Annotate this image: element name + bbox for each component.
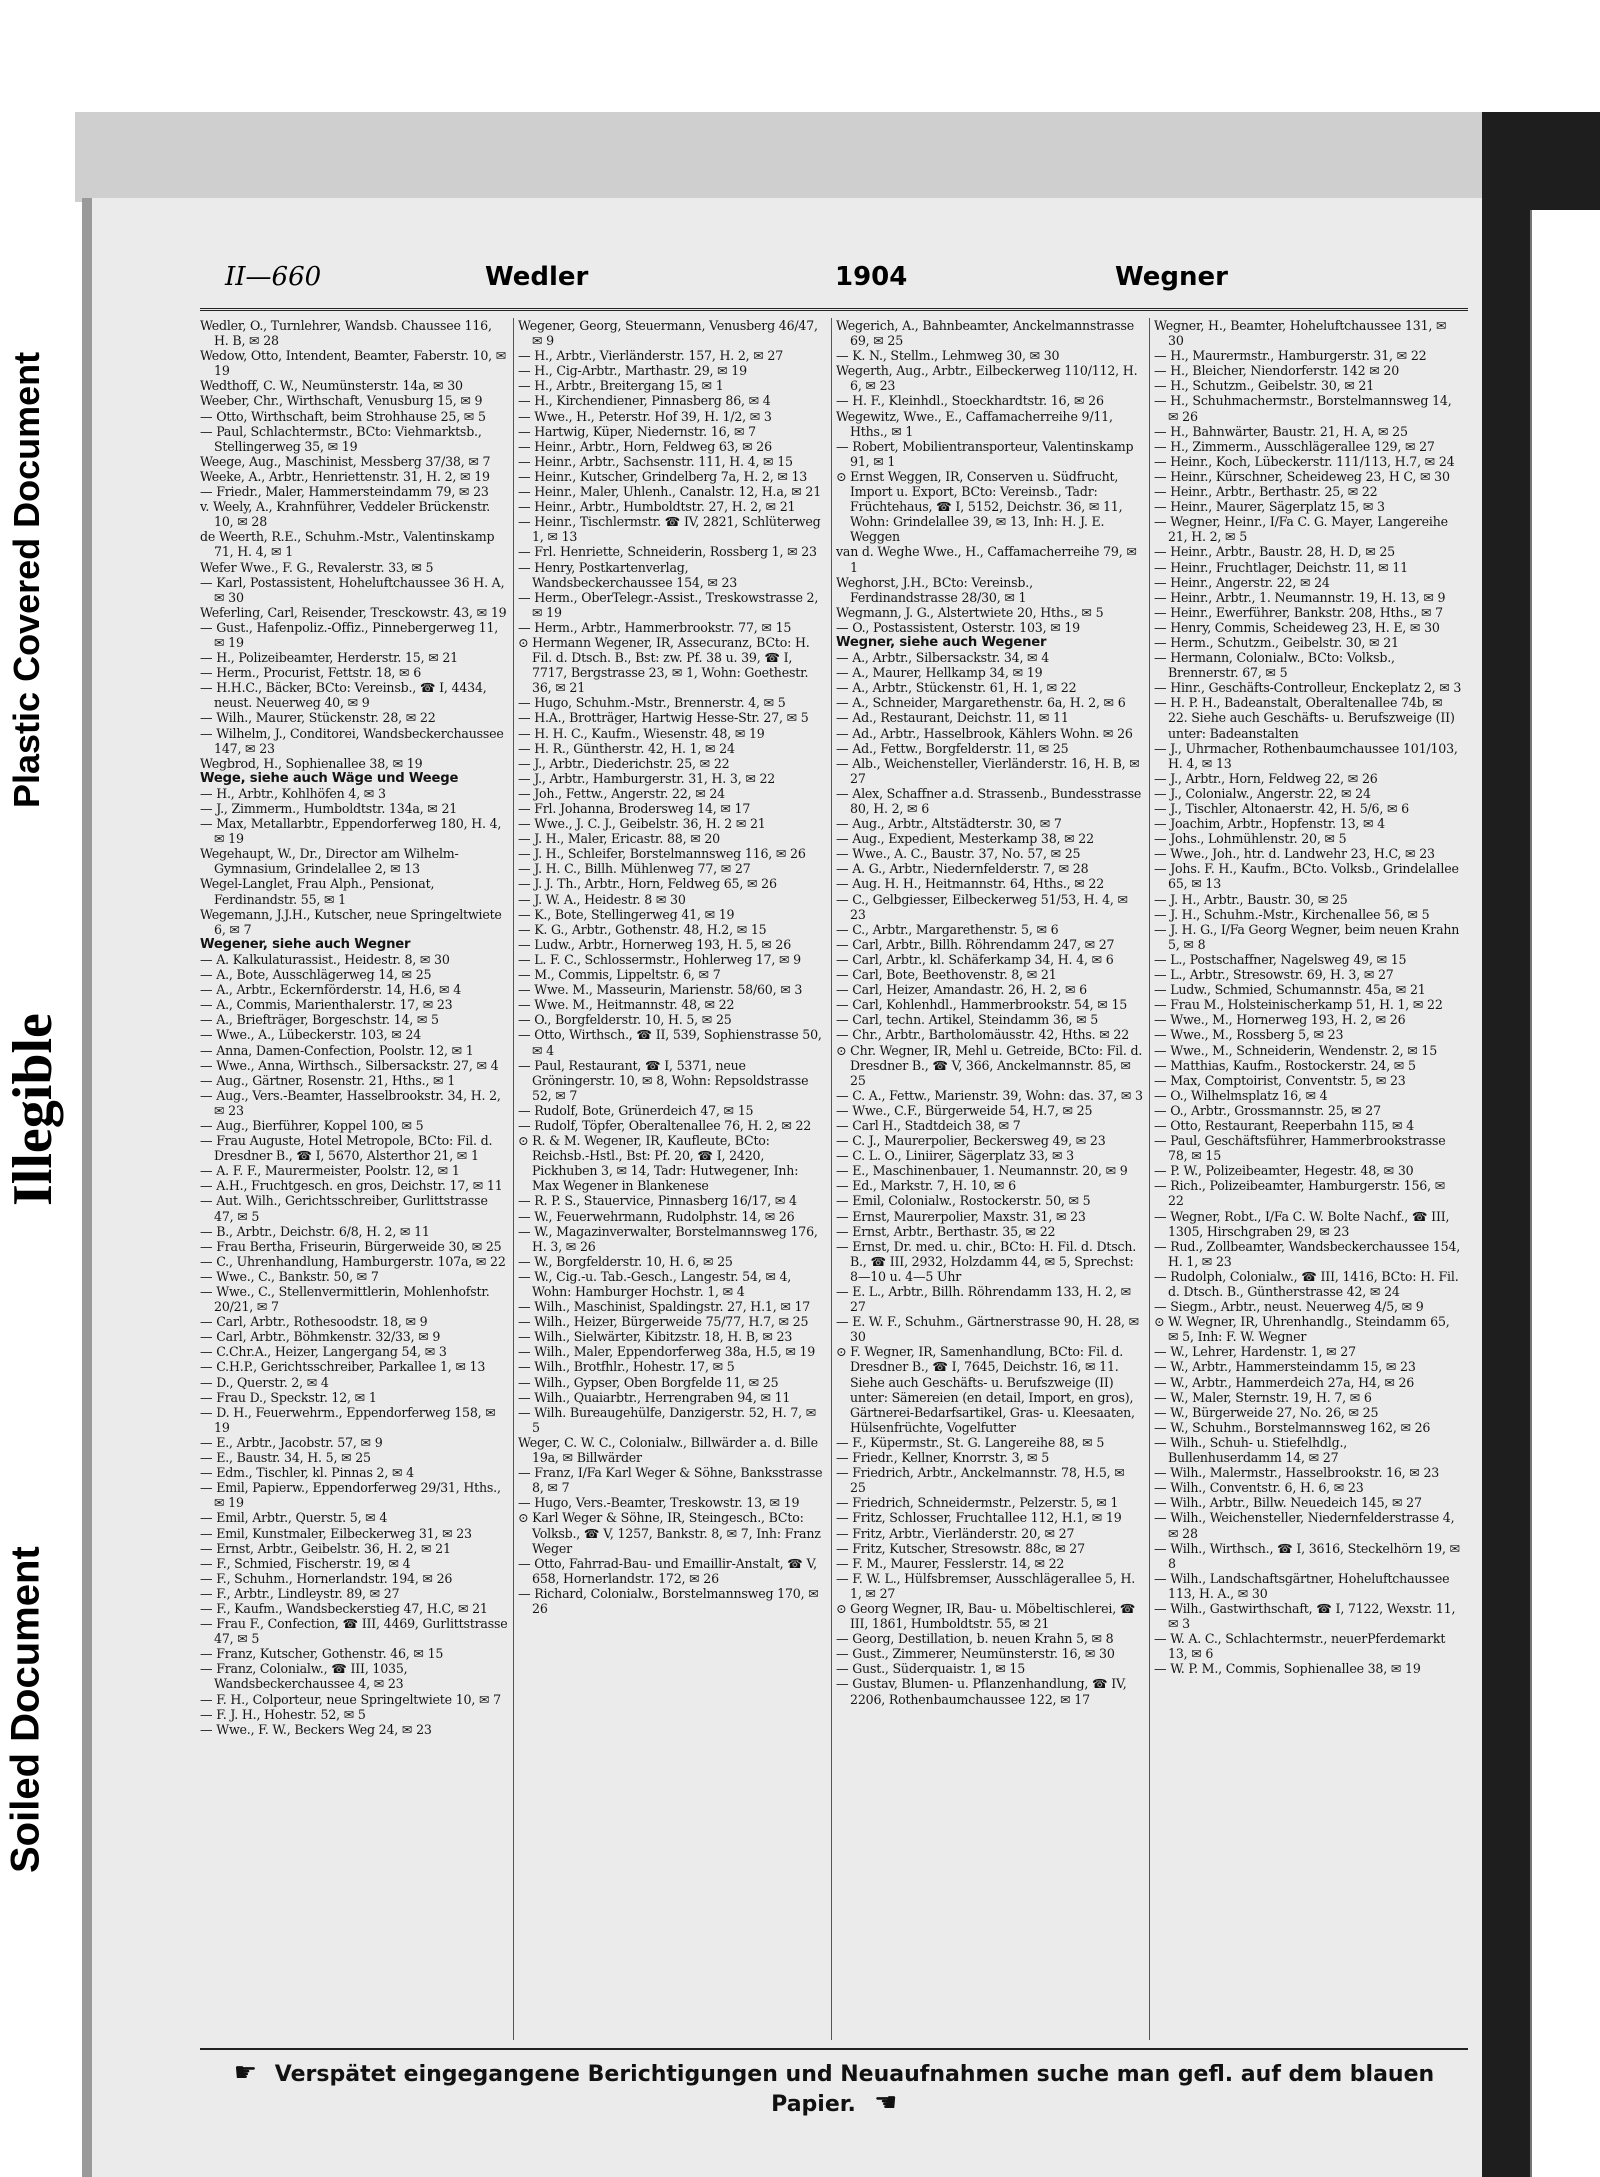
directory-entry: — Frau M., Holsteinischerkamp 51, H. 1, ✉ 22 (1154, 997, 1443, 1013)
directory-entry: Wegewitz, Wwe., E., Caffamacherreihe 9/11, Hths., ✉ 1 (836, 408, 1113, 439)
directory-entry: — Otto, Restaurant, Reeperbahn 115, ✉ 4 (1154, 1117, 1414, 1133)
directory-entry: — C.H.P., Gerichtsschreiber, Parkallee 1, ✉ 13 (200, 1359, 486, 1375)
directory-entry: — H.H.C., Bäcker, BCto: Vereinsb., ☎ I, 4434, neust. Neuerweg 40, ✉ 9 (200, 680, 487, 711)
directory-entry: — O., Postassistent, Osterstr. 103, ✉ 19 (836, 619, 1080, 635)
directory-entry: — Rich., Polizeibeamter, Hamburgerstr. 156, ✉ 22 (1154, 1178, 1446, 1209)
directory-entry: — Max, Comptoirist, Conventstr. 5, ✉ 23 (1154, 1072, 1406, 1088)
directory-entry: — L., Postschaffner, Nagelsweg 49, ✉ 15 (1154, 951, 1407, 967)
directory-entry: — K. N., Stellm., Lehmweg 30, ✉ 30 (836, 348, 1060, 364)
directory-entry: — Wwe., A., Lübeckerstr. 103, ✉ 24 (200, 1027, 422, 1043)
directory-entry: — Henry, Postkartenverlag, Wandsbeckerchaussee 154, ✉ 23 (518, 559, 738, 590)
directory-entry: — Johs., Lohmühlenstr. 20, ✉ 5 (1154, 831, 1347, 847)
directory-entry: — Wilh., Gastwirthschaft, ☎ I, 7122, Wexstr. 11, ✉ 3 (1154, 1600, 1456, 1632)
directory-entry: — Wwe. M., Masseurin, Marienstr. 58/60, ✉ 3 (518, 982, 803, 998)
directory-entry: — H., Bleicher, Niendorferstr. 142 ✉ 20 (1154, 363, 1400, 379)
directory-entry: — R. P. S., Stauervice, Pinnasberg 16/17, ✉ 4 (518, 1193, 797, 1209)
directory-entry: — J. W. A., Heidestr. 8 ✉ 30 (518, 891, 686, 907)
directory-entry: — E., Baustr. 34, H. 5, ✉ 25 (200, 1450, 371, 1466)
directory-entry: — J., Zimmerm., Humboldtstr. 134a, ✉ 21 (200, 801, 458, 816)
directory-entry: — H., Arbtr., Breitergang 15, ✉ 1 (518, 378, 724, 394)
directory-entry: — Wwe., Anna, Wirthsch., Silbersackstr. 27, ✉ 4 (200, 1057, 499, 1073)
directory-entry: — Heinr., Koch, Lübeckerstr. 111/113, H.7, ✉ 24 (1154, 453, 1455, 469)
directory-entry: — J., Arbtr., Horn, Feldweg 22, ✉ 26 (1154, 770, 1378, 786)
directory-entry: — Aug. H. H., Heitmannstr. 64, Hths., ✉ 22 (836, 876, 1105, 892)
directory-entry: — Paul, Schlachtermstr., BCto: Viehmarktsb., Stellingerweg 35, ✉ 19 (200, 423, 482, 454)
directory-entry: — Ad., Restaurant, Deichstr. 11, ✉ 11 (836, 710, 1069, 726)
soiled-document-stamp: Soiled Document (2, 1440, 50, 1980)
directory-entry: — W. A. C., Schlachtermstr., neuerPferdemarkt 13, ✉ 6 (1154, 1631, 1446, 1662)
column-2 (518, 318, 826, 2040)
footer-text: Verspätet eingegangene Berichtigungen und Neuaufnahmen suche man gefl. auf dem blauen Papier. (274, 2062, 1435, 2117)
directory-entry: — Friedr., Kellner, Knorrstr. 3, ✉ 5 (836, 1450, 1050, 1466)
directory-entry: — A. Kalkulaturassist., Heidestr. 8, ✉ 30 (200, 951, 450, 967)
directory-entry: Wedthoff, C. W., Neumünsterstr. 14a, ✉ 30 (200, 378, 463, 394)
directory-entry: ⊙ Ernst Weggen, IR, Conserven u. Südfrucht, Import u. Export, BCto: Vereinsb., Tadr: Früchtehaus, ☎ I, 5152, Deichstr. 36, ✉ 11, Wohn: Grindelallee 39, ✉ 13, Inh: H. J. E. Weggen (836, 468, 1123, 545)
directory-entry: — Gust., Zimmerer, Neumünsterstr. 16, ✉ 30 (836, 1646, 1115, 1662)
directory-entry: — Herm., OberTelegr.-Assist., Treskowstrasse 2, ✉ 19 (518, 589, 819, 620)
directory-entry: — Heinr., Arbtr., Baustr. 28, H. D, ✉ 25 (1154, 544, 1395, 560)
directory-entry: — Edm., Tischler, kl. Pinnas 2, ✉ 4 (200, 1465, 414, 1481)
directory-entry: — Frau Auguste, Hotel Metropole, BCto: Fil. d. Dresdner B., ☎ I, 5670, Alsterthor 21, ✉ 1 (200, 1133, 493, 1164)
directory-entry: — Frau F., Confection, ☎ III, 4469, Gurlittstrasse 47, ✉ 5 (200, 1616, 508, 1647)
directory-entry: — Heinr., Maurer, Sägerplatz 15, ✉ 3 (1154, 499, 1385, 515)
directory-entry: — Hermann, Colonialw., BCto: Volksb., Brennerstr. 67, ✉ 5 (1154, 650, 1395, 681)
directory-entry: — Richard, Colonialw., Borstelmannsweg 170, ✉ 26 (518, 1585, 819, 1616)
directory-entry: Weeke, A., Arbtr., Henriettenstr. 31, H. 2, ✉ 19 (200, 468, 490, 484)
directory-entry: — H., Schuhmachermstr., Borstelmannsweg 14, ✉ 26 (1154, 393, 1452, 424)
directory-entry: — D., Querstr. 2, ✉ 4 (200, 1374, 329, 1390)
directory-entry: — Henry, Commis, Scheideweg 23, H. E, ✉ 30 (1154, 619, 1440, 635)
directory-entry: — H. H. C., Kaufm., Wiesenstr. 48, ✉ 19 (518, 725, 765, 741)
directory-entry: — Frl. Henriette, Schneiderin, Rossberg 1, ✉ 23 (518, 544, 817, 560)
directory-entry: Weege, Aug., Maschinist, Messberg 37/38, ✉ 7 (200, 453, 491, 469)
directory-entry: — Wwe., M., Rossberg 5, ✉ 23 (1154, 1027, 1344, 1043)
header-rule (200, 308, 1468, 315)
directory-entry: — Max, Metallarbtr., Eppendorferweg 180, H. 4, ✉ 19 (200, 816, 502, 847)
directory-entry: — Franz, I/Fa Karl Weger & Söhne, Banksstrasse 8, ✉ 7 (518, 1465, 823, 1496)
directory-entry: Weferling, Carl, Reisender, Tresckowstr. 43, ✉ 19 (200, 604, 507, 620)
directory-entry: — Friedrich, Arbtr., Anckelmannstr. 78, H.5, ✉ 25 (836, 1465, 1125, 1496)
directory-entry: — E. W. F., Schuhm., Gärtnerstrasse 90, H. 28, ✉ 30 (836, 1314, 1139, 1345)
directory-entry: — Robert, Mobilientransporteur, Valentinskamp 91, ✉ 1 (836, 438, 1134, 469)
illegible-stamp: Illegible (4, 960, 62, 1260)
directory-entry: ⊙ Georg Wegner, IR, Bau- u. Möbeltischlerei, ☎ III, 1861, Humboldtstr. 55, ✉ 21 (836, 1600, 1136, 1632)
directory-entry: — Emil, Kunstmaler, Eilbeckerweg 31, ✉ 23 (200, 1525, 472, 1541)
directory-entry: — Fritz, Schlosser, Fruchtallee 112, H.1, ✉ 19 (836, 1510, 1122, 1526)
directory-entry: — Wilh., Sielwärter, Kibitzstr. 18, H. B, ✉ 23 (518, 1329, 793, 1345)
directory-entry: — W., Schuhm., Borstelmannsweg 162, ✉ 26 (1154, 1419, 1431, 1435)
directory-entry: — Wilh., Quaiarbtr., Herrengraben 94, ✉ 11 (518, 1389, 791, 1405)
directory-entry: — H., Polizeibeamter, Herderstr. 15, ✉ 21 (200, 650, 458, 666)
footer-notice (200, 2058, 1468, 2118)
directory-entry: — Wilh., Gypser, Oben Borgfelde 11, ✉ 25 (518, 1374, 779, 1390)
directory-entry: — Wilh., Schuh- u. Stiefelhdlg., Bullenhuserdamm 14, ✉ 27 (1154, 1434, 1348, 1466)
entry-columns (200, 318, 1468, 2040)
directory-entry: — Aug., Bierführer, Koppel 100, ✉ 5 (200, 1117, 424, 1133)
directory-entry: — W., Borgfelderstr. 10, H. 6, ✉ 25 (518, 1253, 733, 1269)
directory-entry: — Fritz, Kutscher, Stresowstr. 88c, ✉ 27 (836, 1540, 1085, 1556)
directory-entry: — B., Arbtr., Deichstr. 6/8, H. 2, ✉ 11 (200, 1223, 430, 1239)
directory-entry: — W., Arbtr., Hammerdeich 27a, H4, ✉ 26 (1154, 1374, 1415, 1390)
column-4 (1154, 318, 1462, 2040)
directory-entry: — Aut. Wilh., Gerichtsschreiber, Gurlittstrasse 47, ✉ 5 (200, 1193, 488, 1224)
directory-entry: — J., Tischler, Altonaerstr. 42, H. 5/6, ✉ 6 (1154, 801, 1409, 816)
directory-entry: v. Weely, A., Krahnführer, Veddeler Brückenstr. 10, ✉ 28 (200, 499, 491, 530)
directory-entry: Wegehaupt, W., Dr., Director am Wilhelm-Gymnasium, Grindelallee 2, ✉ 13 (200, 846, 459, 877)
directory-entry: — Rudolph, Colonialw., ☎ III, 1416, BCto: H. Fil. d. Dtsch. B., Güntherstrasse 42, ✉ 24 (1154, 1268, 1459, 1299)
directory-entry: — Wilh., Landschaftsgärtner, Hoheluftchaussee 113, H. A., ✉ 30 (1154, 1570, 1450, 1601)
directory-entry: — W., Bürgerweide 27, No. 26, ✉ 25 (1154, 1404, 1379, 1420)
directory-entry: — H., Kirchendiener, Pinnasberg 86, ✉ 4 (518, 393, 771, 409)
directory-entry: — F., Küpermstr., St. G. Langereihe 88, ✉ 5 (836, 1434, 1105, 1450)
directory-entry: — K., Bote, Stellingerweg 41, ✉ 19 (518, 906, 735, 922)
directory-entry: Wegerich, A., Bahnbeamter, Anckelmannstrasse 69, ✉ 25 (836, 318, 1134, 349)
directory-entry: — A., Maurer, Hellkamp 34, ✉ 19 (836, 665, 1043, 681)
directory-entry: — W., Cig.-u. Tab.-Gesch., Langestr. 54, ✉ 4, Wohn: Hamburger Hochstr. 1, ✉ 4 (518, 1268, 792, 1299)
column-3 (836, 318, 1144, 2040)
directory-entry: — W., Arbtr., Hammersteindamm 15, ✉ 23 (1154, 1359, 1416, 1375)
directory-entry: — M., Commis, Lippeltstr. 6, ✉ 7 (518, 967, 721, 983)
directory-entry: Weeber, Chr., Wirthschaft, Venusburg 15, ✉ 9 (200, 393, 483, 409)
directory-entry: — Carl, Arbtr., Billh. Röhrendamm 247, ✉ 27 (836, 936, 1115, 952)
directory-entry: Wedler, O., Turnlehrer, Wandsb. Chaussee 116, H. B, ✉ 28 (200, 318, 492, 349)
directory-entry: Wegener, Georg, Steuermann, Venusberg 46/47, ✉ 9 (518, 318, 818, 349)
footer-rule (200, 2048, 1468, 2050)
directory-entry: — Ernst, Arbtr., Geibelstr. 36, H. 2, ✉ 21 (200, 1540, 451, 1556)
directory-entry: — A.H., Fruchtgesch. en gros, Deichstr. 17, ✉ 11 (200, 1178, 503, 1194)
column-1 (200, 318, 508, 2040)
directory-entry: — J. H. G., I/Fa Georg Wegner, beim neuen Krahn 5, ✉ 8 (1154, 921, 1460, 952)
pointing-hand-icon: ☛ (233, 2058, 258, 2088)
directory-entry: — W. P. M., Commis, Sophienallee 38, ✉ 19 (1154, 1661, 1421, 1677)
page-number: II—660 (225, 262, 322, 292)
directory-entry: — Carl H., Stadtdeich 38, ✉ 7 (836, 1117, 1021, 1133)
directory-entry: ⊙ Karl Weger & Söhne, IR, Steingesch., BCto: Volksb., ☎ V, 1257, Bankstr. 8, ✉ 7, Inh: Franz Weger (518, 1510, 821, 1556)
directory-entry: — E., Maschinenbauer, 1. Neumannstr. 20, ✉ 9 (836, 1163, 1128, 1179)
directory-entry: — Hugo, Vers.-Beamter, Treskowstr. 13, ✉ 19 (518, 1495, 800, 1511)
directory-entry: Wegner, siehe auch Wegener (836, 634, 1047, 650)
directory-entry: — Otto, Wirthsch., ☎ II, 539, Sophienstrasse 50, ✉ 4 (518, 1027, 822, 1058)
directory-entry: — Aug., Gärtner, Rosenstr. 21, Hths., ✉ 1 (200, 1072, 456, 1088)
directory-entry: — W., Maler, Sternstr. 19, H. 7, ✉ 6 (1154, 1389, 1372, 1405)
directory-entry: — Carl, Bote, Beethovenstr. 8, ✉ 21 (836, 967, 1057, 983)
directory-entry: ⊙ W. Wegner, IR, Uhrenhandlg., Steindamm 65, ✉ 5, Inh: F. W. Wegner (1154, 1314, 1450, 1345)
directory-entry: — Emil, Papierw., Eppendorferweg 29/31, Hths., ✉ 19 (200, 1480, 501, 1511)
directory-entry: — O., Arbtr., Grossmannstr. 25, ✉ 27 (1154, 1102, 1381, 1118)
directory-entry: Wefer Wwe., F. G., Revalerstr. 33, ✉ 5 (200, 559, 434, 575)
directory-entry: — E., Arbtr., Jacobstr. 57, ✉ 9 (200, 1434, 383, 1450)
directory-entry: — Wwe., C.F., Bürgerweide 54, H.7, ✉ 25 (836, 1102, 1093, 1118)
directory-entry: — A., Bote, Ausschlägerweg 14, ✉ 25 (200, 967, 432, 983)
directory-entry: — F. J. H., Hohestr. 52, ✉ 5 (200, 1706, 366, 1722)
directory-entry: Wegerth, Aug., Arbtr., Eilbeckerweg 110/112, H. 6, ✉ 23 (836, 363, 1138, 394)
directory-entry: — J., Arbtr., Hamburgerstr. 31, H. 3, ✉ 22 (518, 770, 776, 786)
directory-entry: — Aug., Vers.-Beamter, Hasselbrookstr. 34, H. 2, ✉ 23 (200, 1087, 501, 1118)
directory-entry: — Joh., Fettw., Angerstr. 22, ✉ 24 (518, 785, 725, 801)
directory-entry: — Ad., Arbtr., Hasselbrook, Kählers Wohn. ✉ 26 (836, 725, 1133, 741)
directory-entry: — O., Borgfelderstr. 10, H. 5, ✉ 25 (518, 1012, 732, 1028)
directory-entry: — Wilh., Brotfhlr., Hohestr. 17, ✉ 5 (518, 1359, 735, 1375)
directory-entry: van d. Weghe Wwe., H., Caffamacherreihe 79, ✉ 1 (836, 544, 1137, 575)
directory-entry: Wegel-Langlet, Frau Alph., Pensionat, Ferdinandstr. 55, ✉ 1 (200, 876, 435, 907)
directory-entry: — Heinr., Fruchtlager, Deichstr. 11, ✉ 11 (1154, 559, 1408, 575)
directory-entry: — Anna, Damen-Confection, Poolstr. 12, ✉ 1 (200, 1042, 474, 1058)
directory-entry: — D. H., Feuerwehrm., Eppendorferweg 158, ✉ 19 (200, 1404, 496, 1435)
directory-entry: Wege, siehe auch Wäge und Weege (200, 770, 459, 786)
directory-entry: — Karl, Postassistent, Hoheluftchaussee 36 H. A, ✉ 30 (200, 574, 505, 605)
directory-entry: — C. L. O., Liniirer, Sägerplatz 33, ✉ 3 (836, 1148, 1074, 1164)
directory-entry: Wegener, siehe auch Wegner (200, 936, 411, 952)
directory-entry: — Frl. Johanna, Brodersweg 14, ✉ 17 (518, 801, 751, 816)
directory-entry: — Heinr., Ewerführer, Bankstr. 208, Hths., ✉ 7 (1154, 604, 1443, 620)
directory-entry: — Alex, Schaffner a.d. Strassenb., Bundesstrasse 80, H. 2, ✉ 6 (836, 785, 1142, 816)
directory-entry: — C., Gelbgiesser, Eilbeckerweg 51/53, H. 4, ✉ 23 (836, 891, 1128, 922)
directory-entry: ⊙ F. Wegner, IR, Samenhandlung, BCto: Fil. d. Dresdner B., ☎ I, 7645, Deichstr. 16, ✉ 11. Siehe auch Geschäfts- u. Berufszweige (II) unter: Sämereien (en detail, Import, en gros), Gärtnerei-Bedarfsartikel, Gras- u. Kleesaaten, Hülsenfrüchte, Vogelfutter (836, 1344, 1135, 1435)
directory-entry: — Wilh., Arbtr., Billw. Neuedeich 145, ✉ 27 (1154, 1495, 1422, 1511)
directory-entry: — Ernst, Maurerpolier, Maxstr. 31, ✉ 23 (836, 1208, 1086, 1224)
directory-entry: — Paul, Geschäftsführer, Hammerbrookstrasse 78, ✉ 15 (1154, 1133, 1446, 1164)
pointing-hand-icon: ☛ (873, 2088, 897, 2118)
directory-entry: — Johs. F. H., Kaufm., BCto. Volksb., Grindelallee 65, ✉ 13 (1154, 861, 1459, 892)
directory-entry: — Heinr., Angerstr. 22, ✉ 24 (1154, 574, 1330, 590)
directory-entry: — Frau Bertha, Friseurin, Bürgerweide 30, ✉ 25 (200, 1238, 502, 1254)
directory-entry: — Wilh., Maurer, Stückenstr. 28, ✉ 22 (200, 710, 436, 726)
directory-entry: — A., Arbtr., Eckernförderstr. 14, H.6, ✉ 4 (200, 982, 462, 998)
directory-entry: — Ad., Fettw., Borgfelderstr. 11, ✉ 25 (836, 740, 1069, 756)
directory-entry: — Gustav, Blumen- u. Pflanzenhandlung, ☎ IV, 2206, Rothenbaumchaussee 122, ✉ 17 (836, 1676, 1127, 1707)
directory-entry: — L. F. C., Schlossermstr., Hohlerweg 17, ✉ 9 (518, 951, 801, 967)
directory-entry: — Wwe., J. C. J., Geibelstr. 36, H. 2 ✉ 21 (518, 816, 766, 832)
directory-entry: — H., Arbtr., Vierländerstr. 157, H. 2, ✉ 27 (518, 348, 784, 364)
directory-entry: — H., Cig-Arbtr., Marthastr. 29, ✉ 19 (518, 363, 747, 379)
directory-entry: — Otto, Fahrrad-Bau- und Emaillir-Anstalt, ☎ V, 658, Hornerlandstr. 172, ✉ 26 (518, 1555, 817, 1586)
directory-entry: — Georg, Destillation, b. neuen Krahn 5, ✉ 8 (836, 1631, 1114, 1647)
directory-entry: — Heinr., Tischlermstr. ☎ IV, 2821, Schlüterweg 1, ✉ 13 (518, 514, 821, 545)
directory-entry: Wegmann, J. G., Alstertwiete 20, Hths., ✉ 5 (836, 604, 1104, 620)
directory-entry: — A., Briefträger, Borgeschstr. 14, ✉ 5 (200, 1012, 439, 1028)
directory-entry: — Chr., Arbtr., Bartholomäusstr. 42, Hths. ✉ 22 (836, 1027, 1130, 1043)
directory-entry: — Carl, Heizer, Amandastr. 26, H. 2, ✉ 6 (836, 982, 1087, 998)
scan-top-shadow (75, 112, 1485, 202)
directory-entry: — Emil, Colonialw., Rostockerstr. 50, ✉ 5 (836, 1193, 1091, 1209)
directory-entry: — K. G., Arbtr., Gothenstr. 48, H.2, ✉ 15 (518, 921, 767, 937)
directory-entry: ⊙ R. & M. Wegener, IR, Kaufleute, BCto: Reichsb.-Hstl., Bst: Pf. 20, ☎ I, 2420, Pickhuben 3, ✉ 14, Tadr: Hutwegener, Inh: Max Wegener in Blankenese (518, 1133, 799, 1194)
directory-entry: ⊙ Hermann Wegener, IR, Assecuranz, BCto: H. Fil. d. Dtsch. B., Bst: zw. Pf. 38 u. 39, ☎ I, 7717, Bergstrasse 23, ✉ 1, Wohn: Goethestr. 36, ✉ 21 (518, 634, 810, 696)
directory-entry: — H.A., Brotträger, Hartwig Hesse-Str. 27, ✉ 5 (518, 710, 809, 726)
directory-entry: — Hinr., Geschäfts-Controlleur, Enckeplatz 2, ✉ 3 (1154, 680, 1462, 696)
directory-entry: — J., Colonialw., Angerstr. 22, ✉ 24 (1154, 785, 1371, 801)
last-entry-keyword: Wegner (1115, 262, 1228, 292)
directory-entry: — Wwe., H., Peterstr. Hof 39, H. 1/2, ✉ 3 (518, 408, 772, 424)
directory-entry: — O., Wilhelmsplatz 16, ✉ 4 (1154, 1087, 1328, 1103)
directory-entry: — H., Zimmerm., Ausschlägerallee 129, ✉ 27 (1154, 438, 1435, 454)
directory-entry: — Wilh. Bureaugehülfe, Danzigerstr. 52, H. 7, ✉ 5 (518, 1404, 817, 1435)
plastic-covered-stamp: Plastic Covered Document (6, 310, 48, 850)
directory-entry: — A., Schneider, Margarethenstr. 6a, H. 2, ✉ 6 (836, 695, 1126, 711)
directory-entry: — W., Feuerwehrmann, Rudolphstr. 14, ✉ 26 (518, 1208, 795, 1224)
directory-entry: — F. M., Maurer, Fesslerstr. 14, ✉ 22 (836, 1555, 1065, 1571)
first-entry-keyword: Wedler (485, 262, 589, 292)
directory-entry: — F. W. L., Hülfsbremser, Ausschlägerallee 5, H. 1, ✉ 27 (836, 1570, 1136, 1601)
directory-entry: — Wilh., Maler, Eppendorferweg 38a, H.5, ✉ 19 (518, 1344, 816, 1360)
directory-entry: — Wilh., Wirthsch., ☎ I, 3616, Steckelhörn 19, ✉ 8 (1154, 1540, 1460, 1571)
directory-entry: — Carl, Arbtr., kl. Schäferkamp 34, H. 4, ✉ 6 (836, 951, 1114, 967)
directory-entry: — Alb., Weichensteller, Vierländerstr. 16, H. B, ✉ 27 (836, 755, 1140, 786)
directory-entry: — E. L., Arbtr., Billh. Röhrendamm 133, H. 2, ✉ 27 (836, 1284, 1131, 1315)
directory-entry: — Ludw., Arbtr., Hornerweg 193, H. 5, ✉ 26 (518, 936, 792, 952)
directory-entry: Wegner, H., Beamter, Hoheluftchaussee 131, ✉ 30 (1154, 318, 1447, 349)
running-head (145, 262, 1455, 296)
directory-entry: — Carl, Kohlenhdl., Hammerbrookstr. 54, ✉ 15 (836, 997, 1128, 1013)
directory-entry: — Franz, Colonialw., ☎ III, 1035, Wandsbeckerchaussee 4, ✉ 23 (200, 1661, 408, 1692)
directory-entry: — F., Schmied, Fischerstr. 19, ✉ 4 (200, 1555, 411, 1571)
directory-entry: — Hugo, Schuhm.-Mstr., Brennerstr. 4, ✉ 5 (518, 695, 786, 711)
directory-entry: — H., Arbtr., Kohlhöfen 4, ✉ 3 (200, 785, 386, 801)
directory-entry: — W., Lehrer, Hardenstr. 1, ✉ 27 (1154, 1344, 1356, 1360)
directory-entry: — A., Commis, Marienthalerstr. 17, ✉ 23 (200, 997, 453, 1013)
directory-entry: — Heinr., Arbtr., Berthastr. 25, ✉ 22 (1154, 484, 1378, 500)
directory-entry: — A., Arbtr., Silbersackstr. 34, ✉ 4 (836, 650, 1050, 666)
directory-entry: — Ed., Markstr. 7, H. 10, ✉ 6 (836, 1178, 1016, 1194)
directory-entry: — Siegm., Arbtr., neust. Neuerweg 4/5, ✉ 9 (1154, 1299, 1424, 1315)
directory-entry: — Carl, techn. Artikel, Steindamm 36, ✉ 5 (836, 1012, 1099, 1028)
directory-entry: Weger, C. W. C., Colonialw., Billwärder a. d. Bille 19a, ✉ Billwärder (518, 1434, 818, 1466)
directory-entry: Wegbrod, H., Sophienallee 38, ✉ 19 (200, 755, 423, 771)
directory-entry: — Carl, Arbtr., Böhmkenstr. 32/33, ✉ 9 (200, 1329, 441, 1345)
directory-entry: — Joachim, Arbtr., Hopfenstr. 13, ✉ 4 (1154, 816, 1385, 832)
directory-entry: — P. W., Polizeibeamter, Hegestr. 48, ✉ 30 (1154, 1163, 1414, 1179)
directory-entry: — C. J., Maurerpolier, Beckersweg 49, ✉ 23 (836, 1133, 1106, 1149)
directory-entry: — Wwe., A. C., Baustr. 37, No. 57, ✉ 25 (836, 846, 1081, 862)
directory-entry: — Fritz, Arbtr., Vierländerstr. 20, ✉ 27 (836, 1525, 1075, 1541)
directory-entry: — Wilh., Malermstr., Hasselbrookstr. 16, ✉ 23 (1154, 1465, 1440, 1481)
directory-entry: — F., Arbtr., Lindleystr. 89, ✉ 27 (200, 1585, 400, 1601)
directory-entry: — C., Arbtr., Margarethenstr. 5, ✉ 6 (836, 921, 1059, 937)
directory-entry: — Wwe., Joh., htr. d. Landwehr 23, H.C, ✉ 23 (1154, 846, 1435, 862)
directory-entry: — A. F. F., Maurermeister, Poolstr. 12, ✉ 1 (200, 1163, 460, 1179)
directory-entry: — C., Uhrenhandlung, Hamburgerstr. 107a, ✉ 22 (200, 1253, 506, 1269)
directory-entry: — C. A., Fettw., Marienstr. 39, Wohn: das. 37, ✉ 3 (836, 1087, 1143, 1103)
directory-entry: — Rudolf, Töpfer, Oberaltenallee 76, H. 2, ✉ 22 (518, 1117, 812, 1133)
directory-entry: — Wilh., Conventstr. 6, H. 6, ✉ 23 (1154, 1480, 1364, 1496)
directory-entry: — Franz, Kutscher, Gothenstr. 46, ✉ 15 (200, 1646, 444, 1662)
directory-entry: — Wilh., Maschinist, Spaldingstr. 27, H.1, ✉ 17 (518, 1299, 811, 1315)
directory-entry: — Wilhelm, J., Conditorei, Wandsbeckerchaussee 147, ✉ 23 (200, 725, 504, 756)
directory-entry: — Ernst, Arbtr., Berthastr. 35, ✉ 22 (836, 1223, 1056, 1239)
directory-entry: — F., Schuhm., Hornerlandstr. 194, ✉ 26 (200, 1570, 453, 1586)
directory-entry: — Friedrich, Schneidermstr., Pelzerstr. 5, ✉ 1 (836, 1495, 1119, 1511)
directory-entry: — H., Schutzm., Geibelstr. 30, ✉ 21 (1154, 378, 1375, 394)
directory-entry: Wedow, Otto, Intendent, Beamter, Faberstr. 10, ✉ 19 (200, 348, 507, 379)
directory-entry: — Frau D., Speckstr. 12, ✉ 1 (200, 1389, 377, 1405)
directory-entry: — J. H., Schleifer, Borstelmannsweg 116, ✉ 26 (518, 846, 806, 862)
directory-entry: — Otto, Wirthschaft, beim Strohhause 25, ✉ 5 (200, 408, 486, 424)
directory-entry: — Emil, Arbtr., Querstr. 5, ✉ 4 (200, 1510, 388, 1526)
directory-entry: Weghorst, J.H., BCto: Vereinsb., Ferdinandstrasse 28/30, ✉ 1 (836, 574, 1033, 605)
directory-entry: — Herm., Procurist, Fettstr. 18, ✉ 6 (200, 665, 422, 681)
directory-entry: — Heinr., Arbtr., 1. Neumannstr. 19, H. 13, ✉ 9 (1154, 589, 1446, 605)
directory-entry: — Matthias, Kaufm., Rostockerstr. 24, ✉ 5 (1154, 1057, 1416, 1073)
directory-entry: — A., Arbtr., Stückenstr. 61, H. 1, ✉ 22 (836, 680, 1077, 696)
directory-entry: — Wwe., M., Hornerweg 193, H. 2, ✉ 26 (1154, 1012, 1406, 1028)
directory-entry: — Wwe., M., Schneiderin, Wendenstr. 2, ✉ 15 (1154, 1042, 1438, 1058)
directory-entry: — Heinr., Kutscher, Grindelberg 7a, H. 2, ✉ 13 (518, 468, 808, 484)
directory-entry: — A. G., Arbtr., Niedernfelderstr. 7, ✉ 28 (836, 861, 1089, 877)
directory-entry: — Wilh., Heizer, Bürgerweide 75/77, H.7, ✉ 25 (518, 1314, 809, 1330)
directory-entry: — H. P. H., Badeanstalt, Oberaltenallee 74b, ✉ 22. Siehe auch Geschäfts- u. Berufszweige (II) unter: Badeanstalten (1154, 695, 1455, 741)
directory-entry: — Gust., Hafenpoliz.-Offiz., Pinnebergerweg 11, ✉ 19 (200, 619, 499, 650)
directory-entry: — J. H., Schuhm.-Mstr., Kirchenallee 56, ✉ 5 (1154, 906, 1430, 922)
directory-entry: de Weerth, R.E., Schuhm.-Mstr., Valentinskamp 71, H. 4, ✉ 1 (200, 529, 495, 560)
directory-entry: — J., Arbtr., Diederichstr. 25, ✉ 22 (518, 755, 730, 771)
directory-entry: — Aug., Expedient, Mesterkamp 38, ✉ 22 (836, 831, 1094, 847)
directory-entry: — Gust., Süderquaistr. 1, ✉ 15 (836, 1661, 1026, 1677)
directory-entry: Wegemann, J.J.H., Kutscher, neue Springeltwiete 6, ✉ 7 (200, 906, 502, 937)
directory-entry: — Wilh., Weichensteller, Niedernfelderstrasse 4, ✉ 28 (1154, 1510, 1455, 1541)
directory-entry: — Wegner, Robt., I/Fa C. W. Bolte Nachf., ☎ III, 1305, Hirschgraben 29, ✉ 23 (1154, 1208, 1450, 1239)
directory-entry: — H. F., Kleinhdl., Stoeckhardtstr. 16, ✉ 26 (836, 393, 1104, 409)
directory-entry: — Herm., Arbtr., Hammerbrookstr. 77, ✉ 15 (518, 619, 792, 635)
directory-entry: — L., Arbtr., Stresowstr. 69, H. 3, ✉ 27 (1154, 967, 1394, 983)
directory-entry: — Wwe., C., Bankstr. 50, ✉ 7 (200, 1268, 379, 1284)
directory-entry: — C.Chr.A., Heizer, Langergang 54, ✉ 3 (200, 1344, 447, 1360)
directory-entry: — H., Bahnwärter, Baustr. 21, H. A, ✉ 25 (1154, 423, 1408, 439)
directory-entry: — H. R., Güntherstr. 42, H. 1, ✉ 24 (518, 740, 735, 756)
directory-entry: ⊙ Chr. Wegner, IR, Mehl u. Getreide, BCto: Fil. d. Dresdner B., ☎ V, 366, Anckelmannstr. 85, ✉ 25 (836, 1042, 1143, 1088)
directory-entry: — Rudolf, Bote, Grünerdeich 47, ✉ 15 (518, 1102, 754, 1118)
directory-entry: — Heinr., Kürschner, Scheideweg 23, H C, ✉ 30 (1154, 468, 1450, 484)
directory-entry: — J. H., Arbtr., Baustr. 30, ✉ 25 (1154, 891, 1348, 907)
directory-entry: — Wwe. M., Heitmannstr. 48, ✉ 22 (518, 997, 735, 1013)
directory-entry: — Paul, Restaurant, ☎ I, 5371, neue Gröningerstr. 10, ✉ 8, Wohn: Repsoldstrasse 52, ✉ 7 (518, 1057, 809, 1103)
directory-entry: — Ernst, Dr. med. u. chir., BCto: H. Fil. d. Dtsch. B., ☎ III, 2932, Holzdamm 44, ✉ 5, Sprechst: 8—10 u. 4—5 Uhr (836, 1238, 1137, 1284)
directory-entry: — J. H. C., Billh. Mühlenweg 77, ✉ 27 (518, 861, 751, 877)
directory-entry: — Aug., Arbtr., Altstädterstr. 30, ✉ 7 (836, 816, 1062, 832)
directory-entry: — Hartwig, Küper, Niedernstr. 16, ✉ 7 (518, 423, 756, 439)
directory-entry: — Wwe., C., Stellenvermittlerin, Mohlenhofstr. 20/21, ✉ 7 (200, 1284, 490, 1315)
directory-entry: — F. H., Colporteur, neue Springeltwiete 10, ✉ 7 (200, 1691, 501, 1707)
directory-entry: — J., Uhrmacher, Rothenbaumchaussee 101/103, H. 4, ✉ 13 (1154, 740, 1458, 771)
directory-entry: — Heinr., Arbtr., Humboldtstr. 27, H. 2, ✉ 21 (518, 499, 796, 515)
directory-entry: — W., Magazinverwalter, Borstelmannsweg 176, H. 3, ✉ 26 (518, 1223, 818, 1254)
directory-entry: — Heinr., Arbtr., Horn, Feldweg 63, ✉ 26 (518, 438, 772, 454)
directory-entry: — J. J. Th., Arbtr., Horn, Feldweg 65, ✉ 26 (518, 876, 777, 892)
directory-entry: — Friedr., Maler, Hammersteindamm 79, ✉ 23 (200, 484, 489, 500)
directory-entry: — Ludw., Schmied, Schumannstr. 45a, ✉ 21 (1154, 982, 1426, 998)
directory-entry: — F., Kaufm., Wandsbeckerstieg 47, H.C, ✉ 21 (200, 1600, 488, 1616)
directory-entry: — H., Maurermstr., Hamburgerstr. 31, ✉ 22 (1154, 348, 1427, 364)
directory-entry: — J. H., Maler, Ericastr. 88, ✉ 20 (518, 831, 720, 847)
directory-year: 1904 (835, 262, 908, 292)
next-page-edge (1530, 210, 1600, 2177)
directory-entry: — Wwe., F. W., Beckers Weg 24, ✉ 23 (200, 1721, 432, 1737)
directory-entry: — Carl, Arbtr., Rothesoodstr. 18, ✉ 9 (200, 1314, 428, 1330)
directory-entry: — Herm., Schutzm., Geibelstr. 30, ✉ 21 (1154, 634, 1399, 650)
directory-entry: — Wegner, Heinr., I/Fa C. G. Mayer, Langereihe 21, H. 2, ✉ 5 (1154, 514, 1448, 545)
directory-entry: — Heinr., Maler, Uhlenh., Canalstr. 12, H.a, ✉ 21 (518, 484, 822, 500)
directory-entry: — Heinr., Arbtr., Sachsenstr. 111, H. 4, ✉ 15 (518, 453, 793, 469)
directory-entry: — Rud., Zollbeamter, Wandsbeckerchaussee 154, H. 1, ✉ 23 (1154, 1238, 1461, 1269)
